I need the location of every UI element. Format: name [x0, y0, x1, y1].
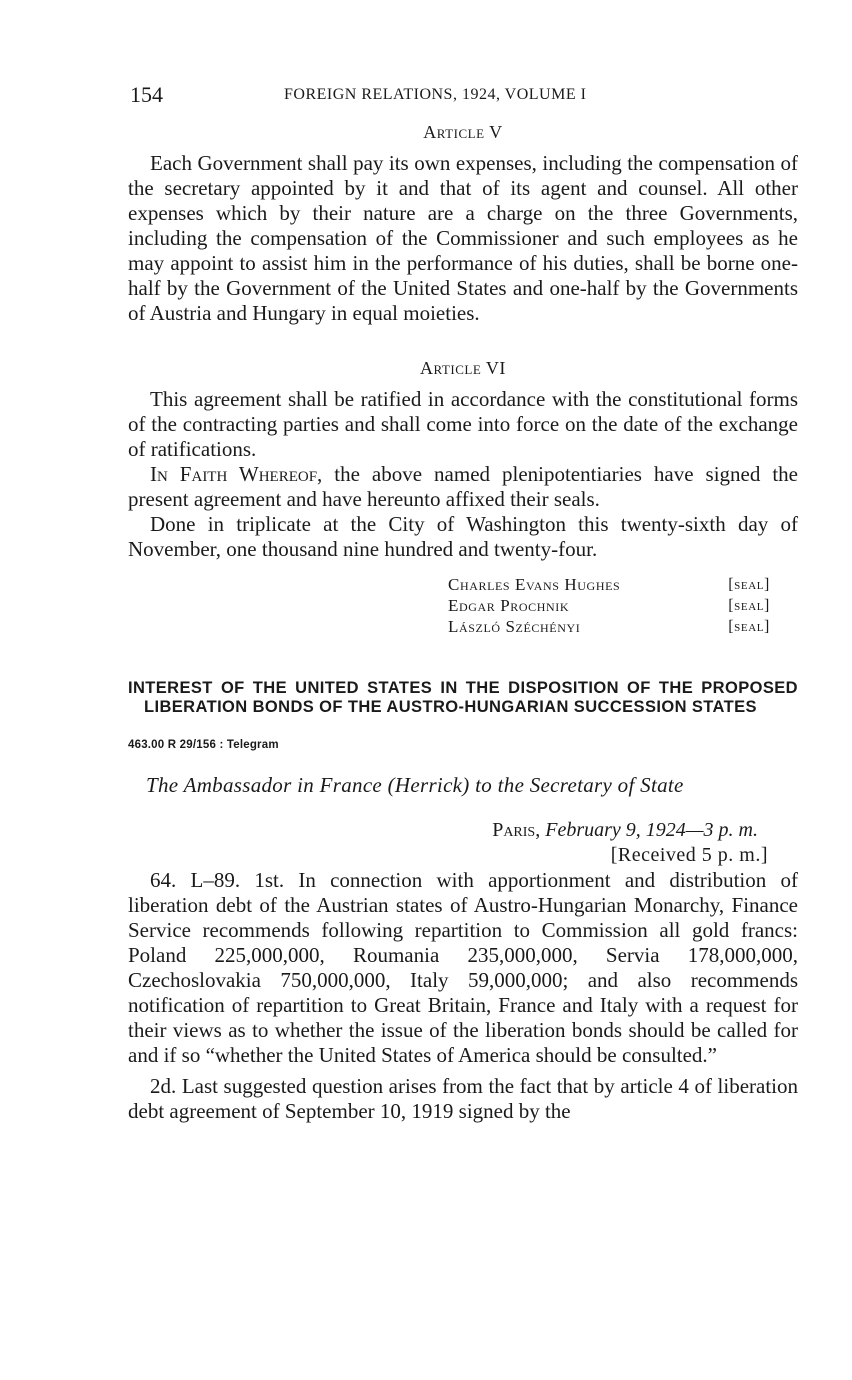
signature-block	[448, 574, 770, 637]
seal-mark: [seal]	[728, 597, 770, 614]
received-note: [Received 5 p. m.]	[610, 844, 768, 866]
signatory-name: Charles Evans Hughes	[448, 575, 621, 594]
done-in-triplicate-paragraph: Done in triplicate at the City of Washington this twenty-sixth day of November, one thousand nine hundred and twenty-four.	[128, 512, 798, 561]
in-faith-whereof-lead: In Faith Whereof,	[150, 462, 323, 486]
dateline-date: February 9, 1924—3 p. m.	[540, 819, 758, 841]
dateline	[128, 818, 798, 843]
file-reference: 463.00 R 29/156 : Telegram	[128, 739, 279, 751]
page-header	[128, 78, 798, 112]
article-v-heading: Article V	[423, 122, 503, 142]
in-faith-whereof-paragraph	[128, 462, 798, 512]
in-faith-whereof-text: the above named plenipotentiaries have signed the present agreement and have hereunto affixed their seals.	[128, 462, 798, 511]
document-page	[128, 78, 798, 1124]
article-vi-heading: Article VI	[420, 358, 506, 378]
section-title: INTEREST OF THE UNITED STATES IN THE DISPOSITION OF THE PROPOSED LIBERATION BONDS OF THE AUSTRO-HUNGARIAN SUCCESSION STATES	[128, 679, 798, 716]
signature-row	[448, 595, 770, 616]
dateline-place: Paris,	[492, 819, 541, 841]
running-head: FOREIGN RELATIONS, 1924, VOLUME I	[284, 86, 587, 103]
document-title: The Ambassador in France (Herrick) to the Secretary of State	[146, 773, 684, 797]
article-v-text: Each Government shall pay its own expenses, including the compensation of the secretary appointed by it and that of its agent and counsel. All other expenses which by their nature are a charge on the three Governments, including the compensation of the Commissioner and such employees as he may appoint to assist him in the performance of his duties, shall be borne one-half by the Government of the United States and one-half by the Governments of Austria and Hungary in equal moieties.	[128, 151, 798, 325]
signatory-name: Edgar Prochnik	[448, 596, 570, 615]
seal-mark: [seal]	[728, 618, 770, 635]
telegram-paragraph-2: 2d. Last suggested question arises from the fact that by article 4 of liberation debt agreement of September 10, 1919 signed by the	[128, 1074, 798, 1123]
signatory-name: László Széchényi	[448, 617, 581, 636]
signature-row	[448, 616, 770, 637]
signature-row	[448, 574, 770, 595]
seal-mark: [seal]	[728, 576, 770, 593]
page-number: 154	[130, 82, 163, 107]
telegram-paragraph-1: 64. L–89. 1st. In connection with apportionment and distribution of liberation debt of the Austrian states of Austro-Hungarian Monarchy, Finance Service recommends following repartition to Commission all gold francs: Poland 225,000,000, Roumania 235,000,000, Servia 178,000,000, Czechoslovakia 750,000,000, Italy 59,000,000; and also recommends notification of repartition to Great Britain, France and Italy with a request for their views as to whether the issue of the liberation bonds should be called for and if so “whether the United States of America should be consulted.”	[128, 868, 798, 1067]
article-vi-text: This agreement shall be ratified in accordance with the constitutional forms of the contracting parties and shall come into force on the date of the exchange of ratifications.	[128, 387, 798, 461]
